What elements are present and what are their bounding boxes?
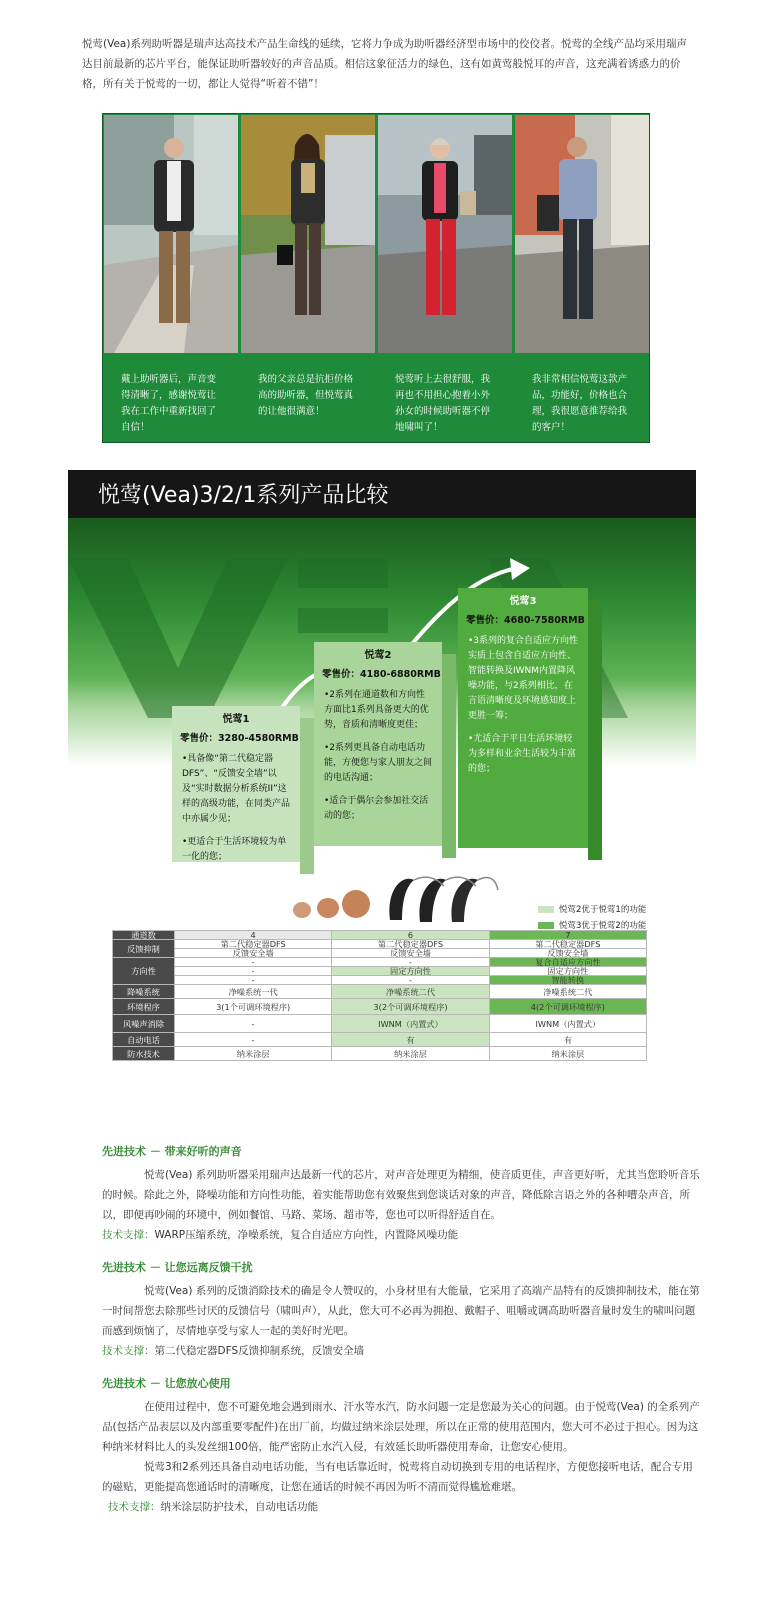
product-name: 悦莺3 — [509, 596, 537, 607]
legend-item: 悦莺2优于悦莺1的功能 — [538, 903, 646, 915]
hearing-aid-products-image — [290, 870, 500, 926]
section-heading: 先进技术 － 让您远离反馈干扰 — [102, 1261, 253, 1274]
product-point: •更适合于生活环境较为单一化的您； — [182, 837, 287, 862]
product-point: •具备像“第二代稳定器DFS”、“反馈安全墙”以及“实时数据分析系统II”这样的高级功能，在同类产品中亦属少见； — [182, 754, 291, 824]
article-section — [102, 1375, 700, 1517]
section-paragraph: 悦莺(Vea) 系列的反馈消除技术的确是令人赞叹的，小身材里有大能量，它采用了高端产品特有的反馈抑制技术，能在第一时间帮您去除那些讨厌的反馈信号（啸叫声），从此，您大可不必再为拥抱、戴帽子、咀嚼或调高助听器音量时发生的啸叫问题而感到烦恼了，尽情地享受与家人一起的美好时光吧。 — [102, 1285, 700, 1337]
product-card-vea2 — [314, 642, 456, 858]
tech-support-line: 技术支撑：第二代稳定器DFS反馈抑制系统，反馈安全墙 — [102, 1345, 365, 1357]
table-row: - 固定方向性 固定方向性 — [113, 967, 647, 976]
product-comparison — [68, 470, 696, 1120]
testimonial-3 — [377, 114, 513, 444]
product-card-vea3 — [458, 588, 602, 860]
product-price: 零售价：3280-4580RMB — [180, 733, 299, 744]
product-point: •3系列的复合自适应方向性实质上包含自适应方向性、智能转换及IWNM内置降风噪功能，与2系列相比，在言语清晰度及环境感知度上更胜一筹； — [468, 636, 579, 721]
product-point: •适合于偶尔会参加社交活动的您； — [324, 796, 429, 821]
product-price: 零售价：4180-6880RMB — [322, 669, 441, 680]
table-row: 方向性 - - 复合自适应方向性 — [113, 958, 647, 967]
product-card-vea1 — [172, 706, 314, 874]
product-point: •2系列更具备自动电话功能，方便您与家人朋友之间的电话沟通； — [324, 743, 433, 783]
table-row: 防水技术 纳米涂层 纳米涂层 纳米涂层 — [113, 1047, 647, 1061]
table-row: 降噪系统 净噪系统一代 净噪系统二代 净噪系统二代 — [113, 985, 647, 999]
product-point: •2系列在通道数和方向性方面比1系列具备更大的优势，音质和清晰度更佳； — [324, 690, 429, 730]
testimonial-4 — [514, 114, 650, 444]
table-row: 反馈安全墙 反馈安全墙 反馈安全墙 — [113, 949, 647, 958]
table-row: 风噪声消除 - IWNM（内置式） IWNM（内置式） — [113, 1015, 647, 1033]
article-section — [102, 1259, 700, 1361]
table-row: 自动电话 - 有 有 — [113, 1033, 647, 1047]
testimonial-caption: 戴上助听器后，声音变得清晰了，感谢悦莺让我在工作中重新找回了自信！ — [121, 374, 217, 433]
tech-support-line: 技术支撑：纳米涂层防护技术，自动电话功能 — [108, 1501, 318, 1513]
table-row: 通道数 4 6 7 — [113, 931, 647, 940]
feature-comparison-table — [112, 930, 647, 1061]
product-name: 悦莺2 — [364, 650, 392, 661]
testimonial-photo-4 — [515, 115, 649, 353]
article-body — [102, 1143, 700, 1531]
testimonial-photo-1 — [104, 115, 238, 353]
section-paragraph: 悦莺(Vea) 系列助听器采用瑞声达最新一代的芯片，对声音处理更为精细，使音质更佳，声音更好听，尤其当您聆听音乐的时候。除此之外，降噪功能和方向性功能，着实能帮助您有效聚焦到您谈话对象的声音，降低除言语之外的各种嘈杂声音，所以，即便再吵闹的环境中，例如餐馆、马路、菜场、超市等，您也可以听得舒适自在。 — [102, 1169, 700, 1221]
article-section — [102, 1143, 700, 1245]
intro-paragraph: 悦莺(Vea)系列助听器是瑞声达高技术产品生命线的延续，它将力争成为助听器经济型市场中的佼佼者。悦莺的全线产品均采用瑞声达目前最新的芯片平台，能保证助听器较好的声音品质。相信这象征活力的绿色，这有如黄莺般悦耳的声音，这充满着诱惑力的价格，所有关于悦莺的一切，都让人觉得“听着不错”！ — [82, 38, 687, 90]
product-price: 零售价：4680-7580RMB — [466, 615, 585, 626]
testimonial-photo-2 — [241, 115, 375, 353]
table-row: 反馈抑制 第二代稳定器DFS 第二代稳定器DFS 第二代稳定器DFS — [113, 940, 647, 949]
testimonial-caption: 我非常相信悦莺这款产品，功能好，价格也合理，我很愿意推荐给我的客户！ — [532, 374, 628, 433]
testimonial-caption: 悦莺听上去很舒服，我再也不用担心抱着小外孙女的时候助听器不停地啸叫了！ — [395, 374, 491, 433]
table-row: - - 智能转换 — [113, 976, 647, 985]
tech-support-line: 技术支撑：WARP压缩系统，净噪系统，复合自适应方向性，内置降风噪功能 — [102, 1229, 459, 1241]
comparison-header — [68, 470, 696, 518]
section-heading: 先进技术 － 带来好听的声音 — [102, 1145, 242, 1158]
testimonials-banner — [102, 113, 650, 443]
product-point: •尤适合于平日生活环境较为多样和业余生活较为丰富的您； — [468, 734, 577, 774]
table-row: 环境程序 3(1个可调环境程序) 3(2个可调环境程序) 4(2个可调环境程序) — [113, 999, 647, 1015]
product-name: 悦莺1 — [222, 714, 250, 725]
section-paragraph: 在使用过程中，您不可避免地会遇到雨水、汗水等水汽，防水问题一定是您最为关心的问题。由于悦莺(Vea) 的全系列产品(包括产品表层以及内部重要零配件)在出厂前，均做过纳米涂层处理，所以在正常的使用范围内，您大可不必过于担心。因为这种纳米材料比人的头发丝细100倍，能严密防止水汽入侵，有效延长助听器使用寿命，让您安心使用。 — [102, 1401, 700, 1453]
testimonial-1 — [103, 114, 239, 444]
legend-item: 悦莺3优于悦莺2的功能 — [538, 919, 646, 931]
section-paragraph: 悦莺3和2系列还具备自动电话功能，当有电话靠近时，悦莺将自动切换到专用的电话程序，方便您接听电话，配合专用的磁贴，更能提高您通话时的清晰度，让您在通话的时候不再因为听不清而觉得尴尬难堪。 — [102, 1461, 693, 1493]
testimonial-caption: 我的父亲总是抗拒价格高的助听器，但悦莺真的让他很满意！ — [258, 374, 354, 417]
section-heading: 先进技术 － 让您放心使用 — [102, 1377, 231, 1390]
testimonial-2 — [240, 114, 376, 444]
comparison-title: 悦莺(Vea)3/2/1系列产品比较 — [98, 483, 389, 508]
testimonial-photo-3 — [378, 115, 512, 353]
